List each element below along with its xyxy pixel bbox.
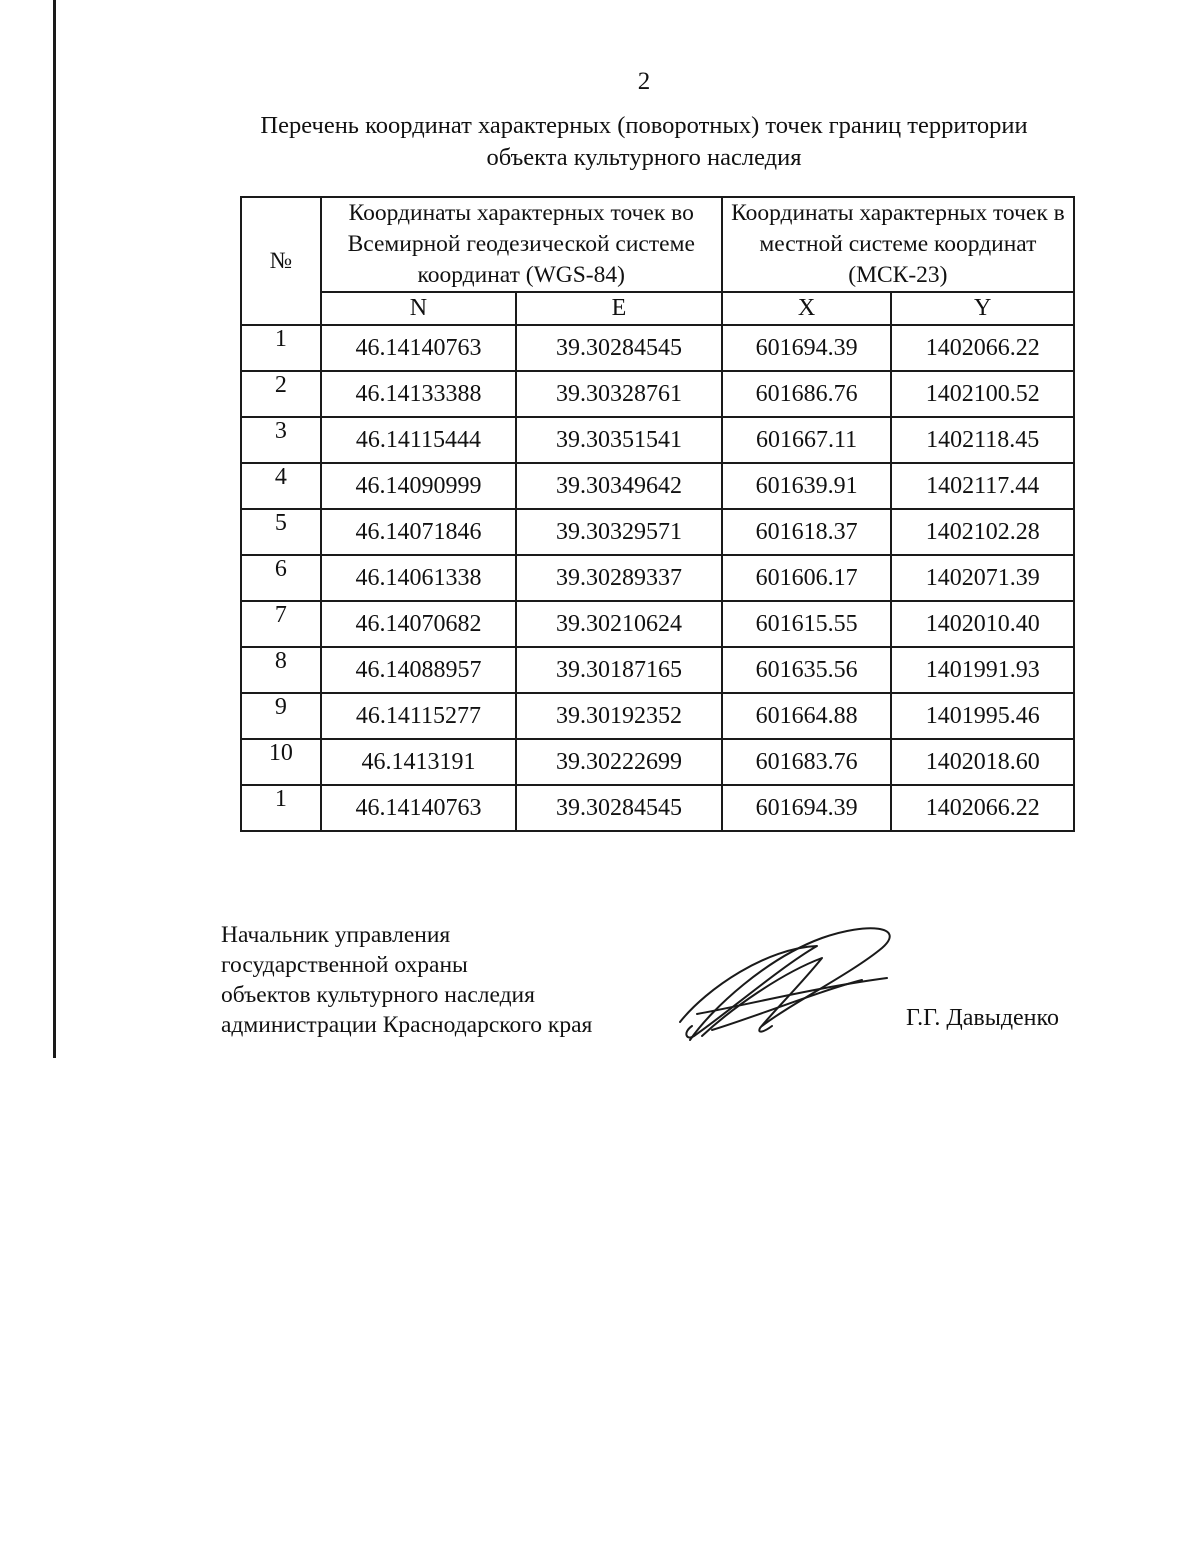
cell-n: 46.14090999 [321,463,517,509]
cell-y: 1402018.60 [891,739,1074,785]
cell-y: 1402066.22 [891,325,1074,371]
row-number: 3 [241,417,321,463]
header-e: E [516,292,722,325]
cell-y: 1402102.28 [891,509,1074,555]
cell-n: 46.14070682 [321,601,517,647]
row-number: 4 [241,463,321,509]
cell-x: 601694.39 [722,325,892,371]
table-row [241,325,1074,371]
row-number: 6 [241,555,321,601]
cell-n: 46.14071846 [321,509,517,555]
cell-x: 601618.37 [722,509,892,555]
cell-n: 46.1413191 [321,739,517,785]
table-row [241,417,1074,463]
cell-e: 39.30351541 [516,417,722,463]
cell-y: 1401995.46 [891,693,1074,739]
cell-x: 601639.91 [722,463,892,509]
position-line-4: администрации Краснодарского края [221,1012,593,1038]
cell-e: 39.30349642 [516,463,722,509]
cell-e: 39.30328761 [516,371,722,417]
cell-e: 39.30192352 [516,693,722,739]
table-row [241,693,1074,739]
position-line-2: государственной охраны [221,952,468,978]
row-number: 7 [241,601,321,647]
position-line-1: Начальник управления [221,922,451,948]
cell-y: 1402117.44 [891,463,1074,509]
cell-n: 46.14140763 [321,325,517,371]
cell-n: 46.14133388 [321,371,517,417]
cell-x: 601664.88 [722,693,892,739]
position-line-3: объектов культурного наследия [221,982,535,1008]
header-wgs-group: Координаты характерных точек во Всемирной геодезической системе координат (WGS-84) [321,197,722,292]
row-number: 5 [241,509,321,555]
cell-x: 601606.17 [722,555,892,601]
header-number: № [241,197,321,325]
cell-x: 601694.39 [722,785,892,831]
cell-x: 601615.55 [722,601,892,647]
cell-e: 39.30329571 [516,509,722,555]
header-n: N [321,292,517,325]
cell-x: 601667.11 [722,417,892,463]
document-title [200,110,1088,174]
table-row [241,785,1074,831]
cell-y: 1402071.39 [891,555,1074,601]
cell-y: 1402010.40 [891,601,1074,647]
table-row [241,601,1074,647]
cell-e: 39.30210624 [516,601,722,647]
signer-name: Г.Г. Давыденко [906,1005,1059,1031]
cell-x: 601683.76 [722,739,892,785]
table-body [241,325,1074,831]
title-line-2: объекта культурного наследия [486,144,802,171]
cell-n: 46.14088957 [321,647,517,693]
table-row [241,739,1074,785]
margin-line [53,0,56,1058]
table-row [241,555,1074,601]
table-header [241,197,1074,325]
header-x: X [722,292,892,325]
table-row [241,509,1074,555]
row-number: 2 [241,371,321,417]
cell-e: 39.30222699 [516,739,722,785]
row-number: 9 [241,693,321,739]
handwritten-signature [672,918,904,1046]
cell-n: 46.14140763 [321,785,517,831]
cell-n: 46.14061338 [321,555,517,601]
row-number: 8 [241,647,321,693]
cell-e: 39.30187165 [516,647,722,693]
coordinates-table [240,196,1075,832]
cell-e: 39.30289337 [516,555,722,601]
cell-e: 39.30284545 [516,785,722,831]
header-y: Y [891,292,1074,325]
cell-y: 1402100.52 [891,371,1074,417]
table-row [241,647,1074,693]
cell-y: 1402118.45 [891,417,1074,463]
cell-n: 46.14115444 [321,417,517,463]
table-row [241,371,1074,417]
cell-y: 1402066.22 [891,785,1074,831]
cell-n: 46.14115277 [321,693,517,739]
row-number: 1 [241,785,321,831]
cell-e: 39.30284545 [516,325,722,371]
title-line-1: Перечень координат характерных (поворотных) точек границ территории [260,112,1028,139]
page-number: 2 [637,68,651,95]
header-msk-group: Координаты характерных точек в местной системе координат (МСК-23) [722,197,1074,292]
cell-x: 601686.76 [722,371,892,417]
table-row [241,463,1074,509]
row-number: 1 [241,325,321,371]
row-number: 10 [241,739,321,785]
signatory-position [221,920,592,1040]
cell-x: 601635.56 [722,647,892,693]
cell-y: 1401991.93 [891,647,1074,693]
